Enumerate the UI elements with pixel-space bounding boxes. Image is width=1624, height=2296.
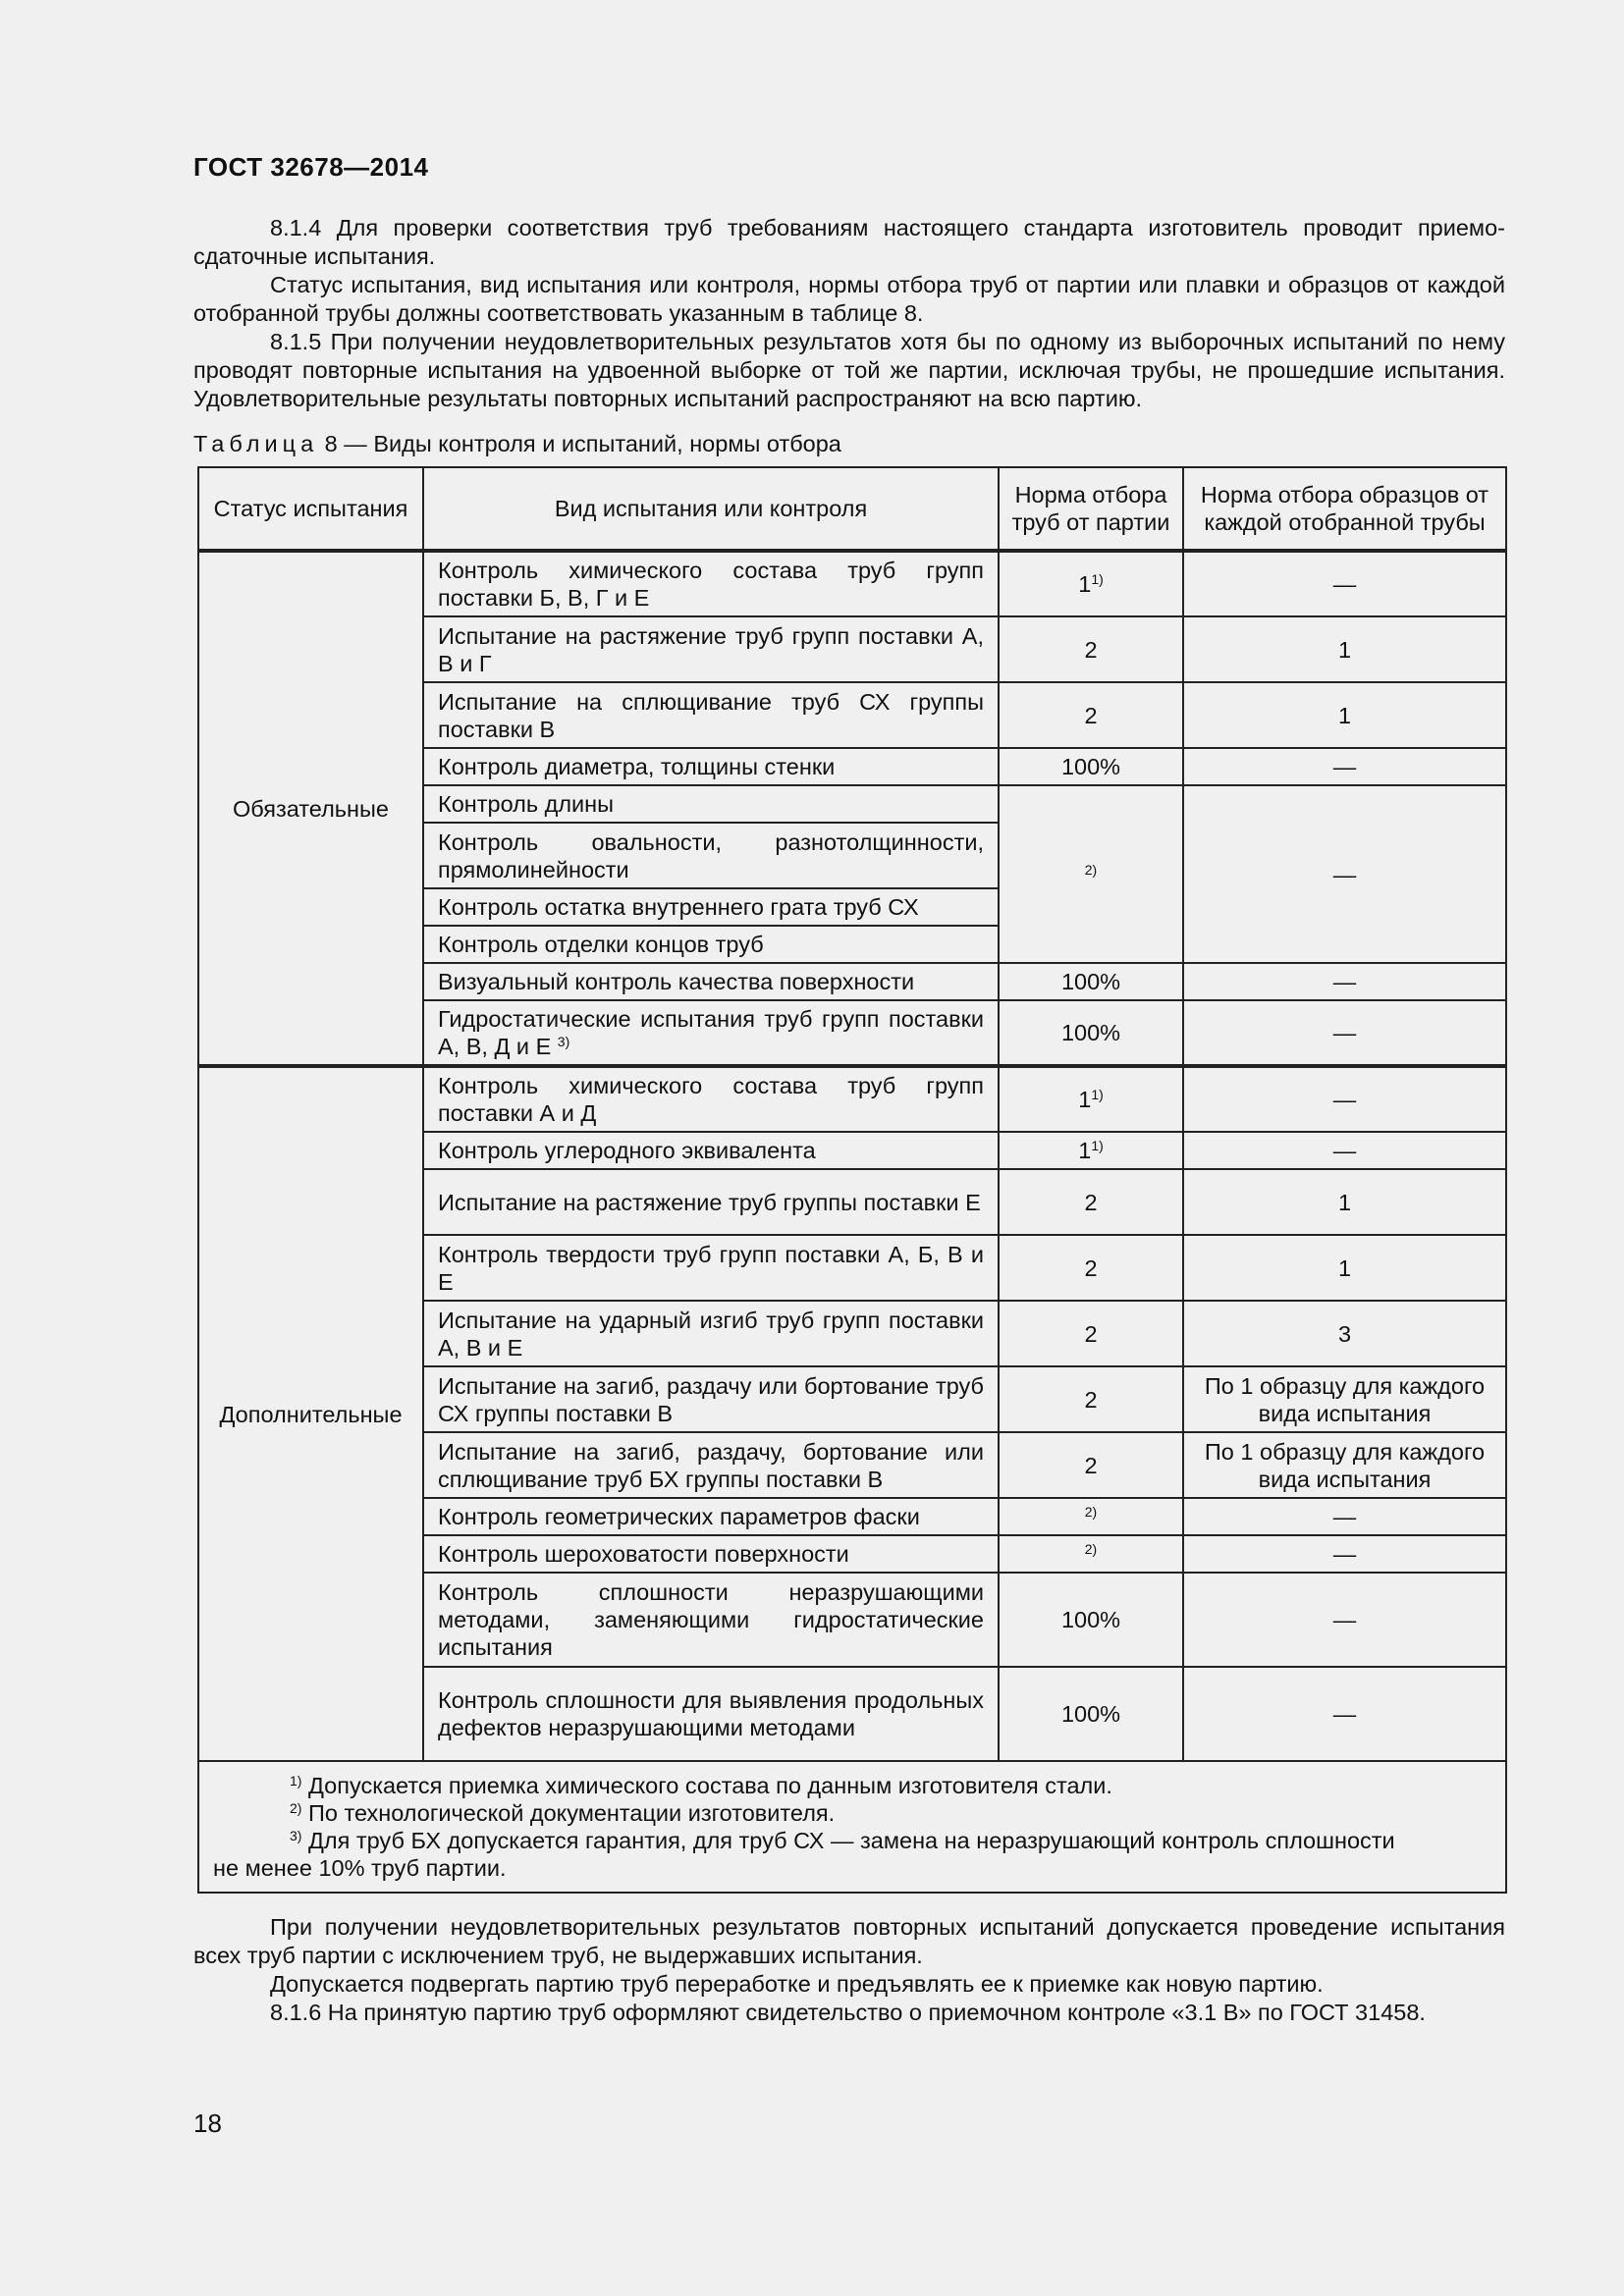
row-samples: 1 xyxy=(1183,682,1506,748)
header-type: Вид испытания или контроля xyxy=(423,467,999,551)
after-text xyxy=(193,1913,1505,2027)
row-type: Испытание на сплющивание труб СХ группы поставки В xyxy=(423,682,999,748)
row-samples: 1 xyxy=(1183,1169,1506,1235)
row-type: Испытание на растяжение труб группы поставки Е xyxy=(423,1169,999,1235)
paragraph-8-1-6: 8.1.6 На принятую партию труб оформляют свидетельство о приемочном контроле «3.1 В» по ГОСТ 31458. xyxy=(270,2000,1426,2025)
header-pipes: Норма отбора труб от партии xyxy=(999,467,1183,551)
row-samples: — xyxy=(1183,1066,1506,1132)
row-pipes: 2 xyxy=(999,682,1183,748)
row-pipes: 2) xyxy=(999,1498,1183,1535)
table-row xyxy=(198,551,1506,616)
row-samples: По 1 образцу для каждого вида испытания xyxy=(1183,1366,1506,1432)
row-pipes: 1$^{1)}$ xyxy=(999,1132,1183,1169)
row-samples: 3 xyxy=(1183,1301,1506,1366)
footnote-3: $^{3)}$ Для труб БХ допускается гарантия, для труб СХ — замена на неразрушающий контроль сплошности xyxy=(290,1828,1395,1853)
row-samples: — xyxy=(1183,1132,1506,1169)
row-pipes: 1$^{1)}$ xyxy=(999,551,1183,616)
row-pipes: 2 xyxy=(999,1169,1183,1235)
table-caption xyxy=(193,431,841,457)
paragraph-8-1-5: 8.1.5 При получении неудовлетворительных результатов хотя бы по одному из выборочных испытаний по нему проводят повторные испытания на удвоенной выборке от той же партии, исключая трубы, не прошедшие испытания. Удовлетворительные результаты повторных испытаний распространяют на всю партию. xyxy=(193,329,1505,411)
row-type: Испытание на загиб, раздачу или бортование труб СХ группы поставки В xyxy=(423,1366,999,1432)
paragraph-8-1-4: 8.1.4 Для проверки соответствия труб требованиям настоящего стандарта изготовитель проводит приемо-сдаточные испытания. xyxy=(193,215,1505,269)
header-samples: Норма отбора образцов от каждой отобранной трубы xyxy=(1183,467,1506,551)
row-samples: — xyxy=(1183,1535,1506,1573)
row-pipes: 1$^{1)}$ xyxy=(999,1066,1183,1132)
row-type: Испытание на загиб, раздачу, бортование или сплющивание труб БХ группы поставки В xyxy=(423,1432,999,1498)
table-footnotes xyxy=(198,1761,1506,1893)
row-type: Контроль углеродного эквивалента xyxy=(423,1132,999,1169)
row-samples: — xyxy=(1183,551,1506,616)
paragraph-status: Статус испытания, вид испытания или контроля, нормы отбора труб от партии или плавки и образцов от каждой отобранной трубы должны соответствовать указанным в таблице 8. xyxy=(193,272,1505,326)
row-type: Контроль остатка внутреннего грата труб СХ xyxy=(423,888,999,926)
row-pipes: 2) xyxy=(999,1535,1183,1573)
row-type: Контроль длины xyxy=(423,785,999,823)
row-samples: 1 xyxy=(1183,616,1506,682)
footnote-3-continuation: не менее 10% труб партии. xyxy=(213,1855,507,1881)
paragraph-repeat-tests: При получении неудовлетворительных результатов повторных испытаний допускается проведение испытания всех труб партии с исключением труб, не выдержавших испытания. xyxy=(193,1914,1505,1968)
row-type: Визуальный контроль качества поверхности xyxy=(423,963,999,1000)
row-samples: — xyxy=(1183,748,1506,785)
row-pipes: 100% xyxy=(999,748,1183,785)
row-type: Контроль химического состава труб групп поставки Б, В, Г и Е xyxy=(423,551,999,616)
row-type: Гидростатические испытания труб групп поставки А, В, Д и Е $^{3)}$ xyxy=(423,1000,999,1066)
row-pipes: 2 xyxy=(999,1301,1183,1366)
row-pipes: 2 xyxy=(999,1432,1183,1498)
row-pipes: 2 xyxy=(999,1235,1183,1301)
row-samples: — xyxy=(1183,1498,1506,1535)
row-type: Контроль сплошности неразрушающими методами, заменяющими гидростатические испытания xyxy=(423,1573,999,1667)
row-type: Контроль химического состава труб групп поставки А и Д xyxy=(423,1066,999,1132)
row-type: Испытание на ударный изгиб труб групп поставки А, В и Е xyxy=(423,1301,999,1366)
group-mandatory: Обязательные xyxy=(198,551,423,1066)
intro-text xyxy=(193,214,1505,413)
row-type: Контроль овальности, разнотолщинности, прямолинейности xyxy=(423,823,999,888)
row-samples: — xyxy=(1183,1667,1506,1761)
row-samples: — xyxy=(1183,963,1506,1000)
paragraph-rework: Допускается подвергать партию труб переработке и предъявлять ее к приемке как новую партию. xyxy=(270,1971,1324,1997)
row-type: Контроль шероховатости поверхности xyxy=(423,1535,999,1573)
footnote-2: $^{2)}$ По технологической документации изготовителя. xyxy=(290,1800,836,1826)
row-samples: — xyxy=(1183,785,1506,963)
row-pipes: 2 xyxy=(999,1366,1183,1432)
table-caption-text: 8 — Виды контроля и испытаний, нормы отбора xyxy=(318,431,841,456)
row-type: Контроль геометрических параметров фаски xyxy=(423,1498,999,1535)
header-status: Статус испытания xyxy=(198,467,423,551)
table-header-row xyxy=(198,467,1506,551)
row-pipes: 2 xyxy=(999,616,1183,682)
row-type: Контроль диаметра, толщины стенки xyxy=(423,748,999,785)
footnote-1: $^{1)}$ Допускается приемка химического состава по данным изготовителя стали. xyxy=(290,1773,1112,1798)
row-samples: — xyxy=(1183,1000,1506,1066)
row-samples: По 1 образцу для каждого вида испытания xyxy=(1183,1432,1506,1498)
row-pipes: 100% xyxy=(999,1573,1183,1667)
row-samples: — xyxy=(1183,1573,1506,1667)
row-type: Контроль твердости труб групп поставки А, Б, В и Е xyxy=(423,1235,999,1301)
row-pipes: 2) xyxy=(999,785,1183,963)
table-row xyxy=(198,1066,1506,1132)
row-type: Контроль отделки концов труб xyxy=(423,926,999,963)
table-caption-word: Таблица xyxy=(193,431,319,456)
row-type: Контроль сплошности для выявления продольных дефектов неразрушающими методами xyxy=(423,1667,999,1761)
row-type: Испытание на растяжение труб групп поставки А, В и Г xyxy=(423,616,999,682)
tests-table xyxy=(197,466,1507,1894)
group-additional: Дополнительные xyxy=(198,1066,423,1761)
row-samples: 1 xyxy=(1183,1235,1506,1301)
table-footnotes-row xyxy=(198,1761,1506,1893)
document-header: ГОСТ 32678—2014 xyxy=(193,152,429,182)
row-pipes: 100% xyxy=(999,963,1183,1000)
row-pipes: 100% xyxy=(999,1667,1183,1761)
page-number: 18 xyxy=(193,2109,222,2138)
row-pipes: 100% xyxy=(999,1000,1183,1066)
